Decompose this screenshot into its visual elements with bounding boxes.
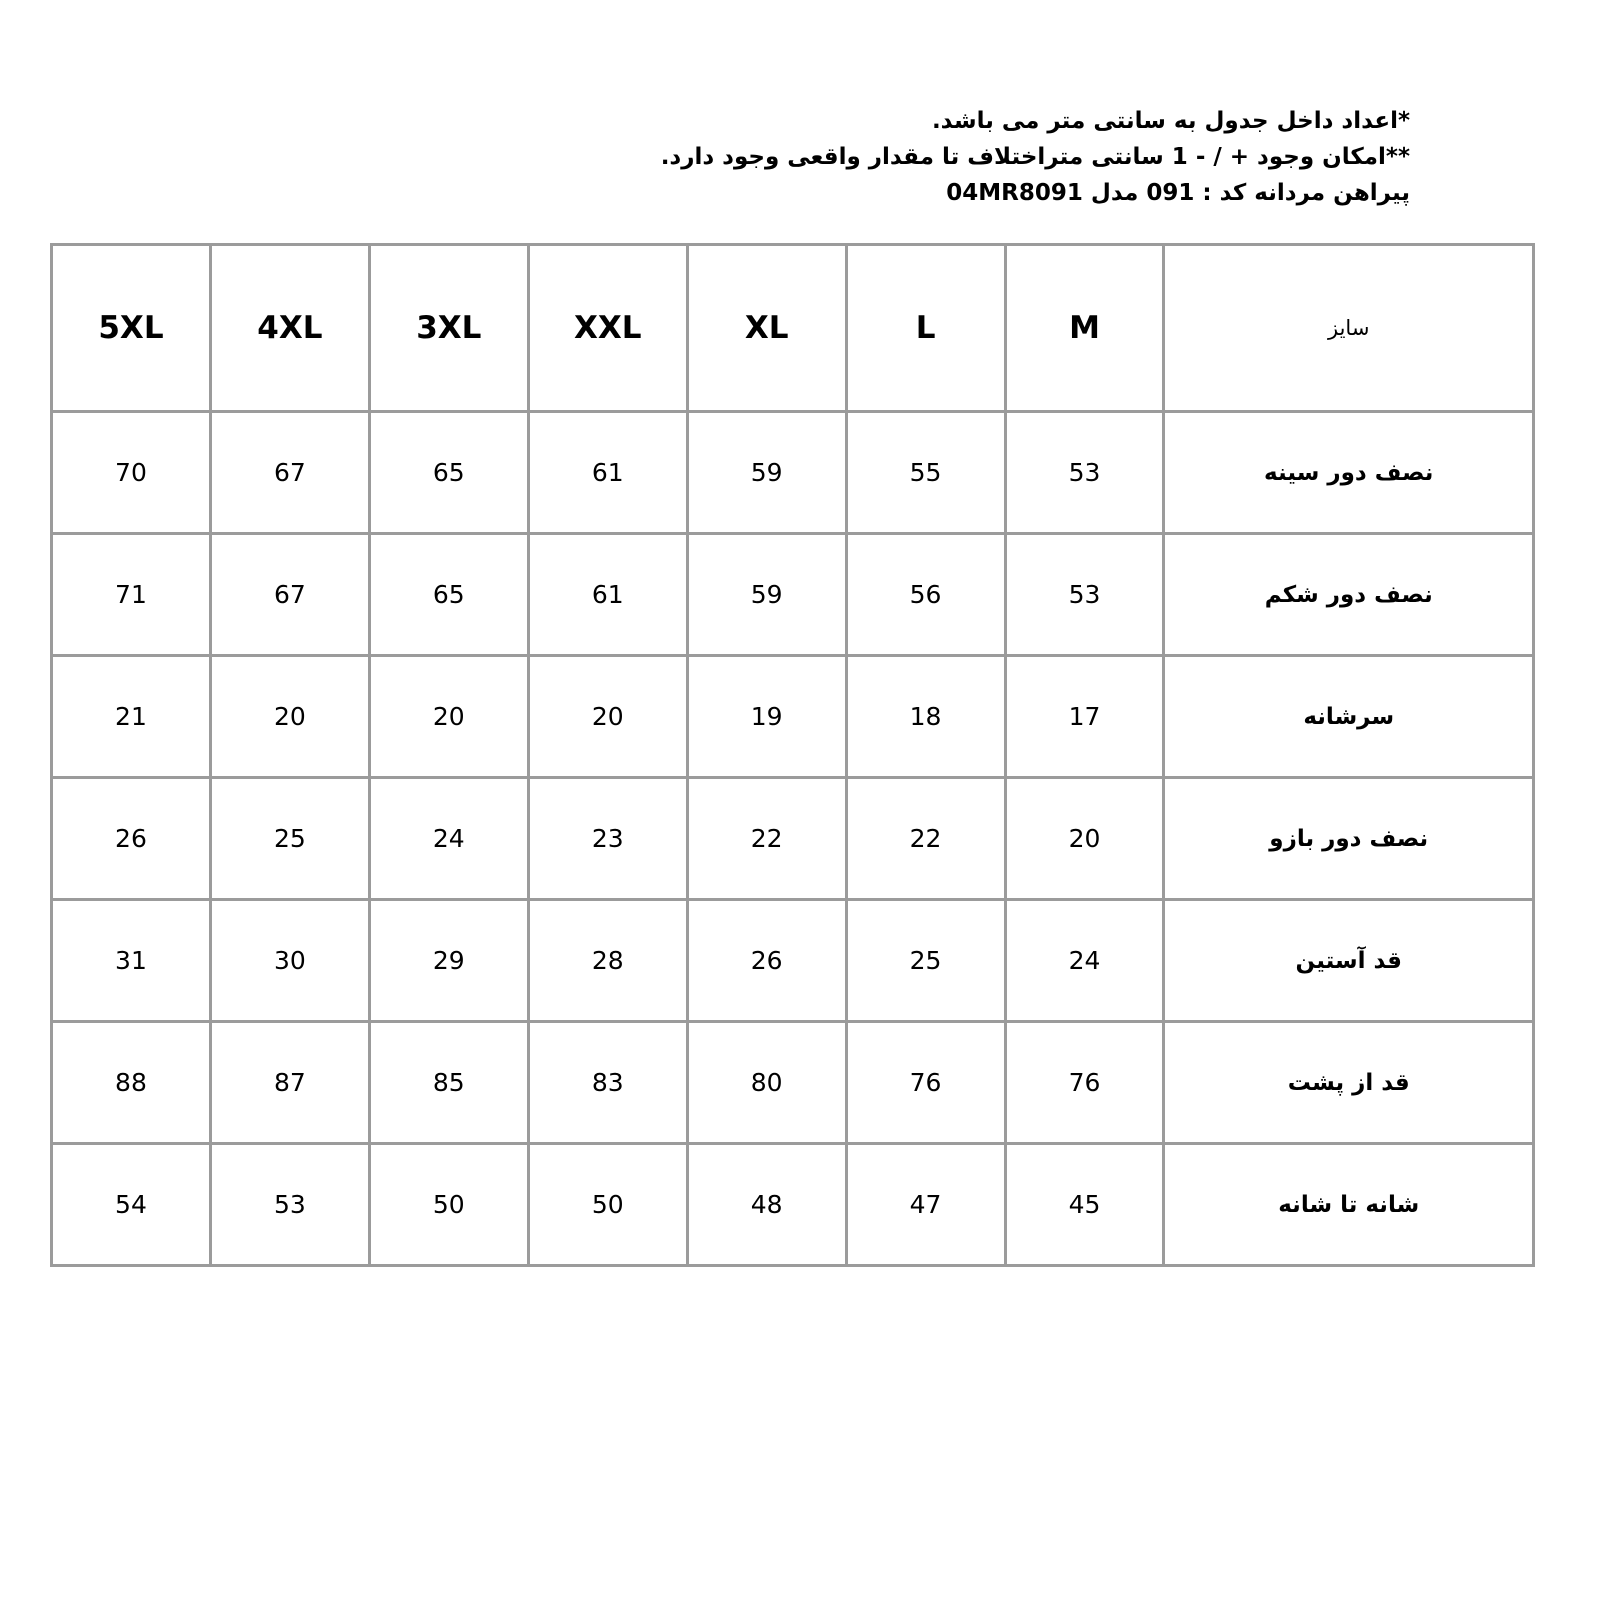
note-line-product-code: پیراهن مردانه کد : 091 مدل 04MR8091 (946, 180, 1410, 206)
table-row (53, 657, 1532, 776)
size-header-cell: L (848, 246, 1004, 410)
measurement-cell: 67 (212, 413, 368, 532)
measurement-cell: 48 (689, 1145, 845, 1264)
measurement-cell: 54 (53, 1145, 209, 1264)
table-row (53, 901, 1532, 1020)
measurement-cell: 53 (1007, 413, 1163, 532)
measurement-cell: 26 (53, 779, 209, 898)
size-label-header-cell: سایز (1165, 246, 1532, 410)
measurement-label-cell: نصف دور شکم (1165, 535, 1532, 654)
measurement-cell: 71 (53, 535, 209, 654)
size-header-cell: M (1007, 246, 1163, 410)
measurement-cell: 30 (212, 901, 368, 1020)
measurement-cell: 76 (848, 1023, 1004, 1142)
measurement-cell: 47 (848, 1145, 1004, 1264)
measurement-cell: 20 (1007, 779, 1163, 898)
measurement-cell: 88 (53, 1023, 209, 1142)
measurement-cell: 25 (212, 779, 368, 898)
size-header-row (53, 246, 1532, 410)
measurement-cell: 55 (848, 413, 1004, 532)
measurement-label-cell: نصف دور بازو (1165, 779, 1532, 898)
measurement-cell: 59 (689, 413, 845, 532)
size-chart-body (53, 246, 1532, 1264)
measurement-cell: 50 (371, 1145, 527, 1264)
measurement-cell: 28 (530, 901, 686, 1020)
size-chart-table (50, 243, 1535, 1267)
measurement-label-cell: قد آستین (1165, 901, 1532, 1020)
measurement-cell: 22 (848, 779, 1004, 898)
measurement-cell: 67 (212, 535, 368, 654)
table-row (53, 1145, 1532, 1264)
size-header-cell: 3XL (371, 246, 527, 410)
measurement-label-cell: قد از پشت (1165, 1023, 1532, 1142)
measurement-cell: 59 (689, 535, 845, 654)
measurement-cell: 20 (371, 657, 527, 776)
measurement-cell: 53 (1007, 535, 1163, 654)
measurement-cell: 45 (1007, 1145, 1163, 1264)
measurement-cell: 29 (371, 901, 527, 1020)
measurement-cell: 76 (1007, 1023, 1163, 1142)
measurement-label-cell: سرشانه (1165, 657, 1532, 776)
measurement-cell: 19 (689, 657, 845, 776)
size-header-cell: XXL (530, 246, 686, 410)
measurement-cell: 65 (371, 535, 527, 654)
measurement-label-cell: شانه تا شانه (1165, 1145, 1532, 1264)
measurement-cell: 24 (1007, 901, 1163, 1020)
table-row (53, 1023, 1532, 1142)
measurement-cell: 22 (689, 779, 845, 898)
table-row (53, 535, 1532, 654)
measurement-cell: 21 (53, 657, 209, 776)
measurement-cell: 83 (530, 1023, 686, 1142)
measurement-cell: 61 (530, 413, 686, 532)
measurement-cell: 24 (371, 779, 527, 898)
measurement-cell: 87 (212, 1023, 368, 1142)
measurement-cell: 85 (371, 1023, 527, 1142)
measurement-cell: 20 (212, 657, 368, 776)
measurement-label-cell: نصف دور سینه (1165, 413, 1532, 532)
measurement-cell: 23 (530, 779, 686, 898)
measurement-cell: 70 (53, 413, 209, 532)
measurement-cell: 61 (530, 535, 686, 654)
measurement-cell: 50 (530, 1145, 686, 1264)
size-header-cell: 4XL (212, 246, 368, 410)
measurement-cell: 56 (848, 535, 1004, 654)
size-header-cell: 5XL (53, 246, 209, 410)
table-row (53, 413, 1532, 532)
measurement-cell: 65 (371, 413, 527, 532)
measurement-cell: 26 (689, 901, 845, 1020)
note-line-units: *اعداد داخل جدول به سانتی متر می باشد. (931, 108, 1410, 134)
note-line-tolerance: **امکان وجود + / - 1 سانتی متراختلاف تا مقدار واقعی وجود دارد. (660, 144, 1410, 170)
measurement-cell: 25 (848, 901, 1004, 1020)
measurement-cell: 31 (53, 901, 209, 1020)
measurement-cell: 80 (689, 1023, 845, 1142)
size-chart-container (50, 243, 1535, 1267)
chart-notes (410, 103, 1410, 211)
measurement-cell: 18 (848, 657, 1004, 776)
measurement-cell: 53 (212, 1145, 368, 1264)
measurement-cell: 17 (1007, 657, 1163, 776)
table-row (53, 779, 1532, 898)
measurement-cell: 20 (530, 657, 686, 776)
size-header-cell: XL (689, 246, 845, 410)
